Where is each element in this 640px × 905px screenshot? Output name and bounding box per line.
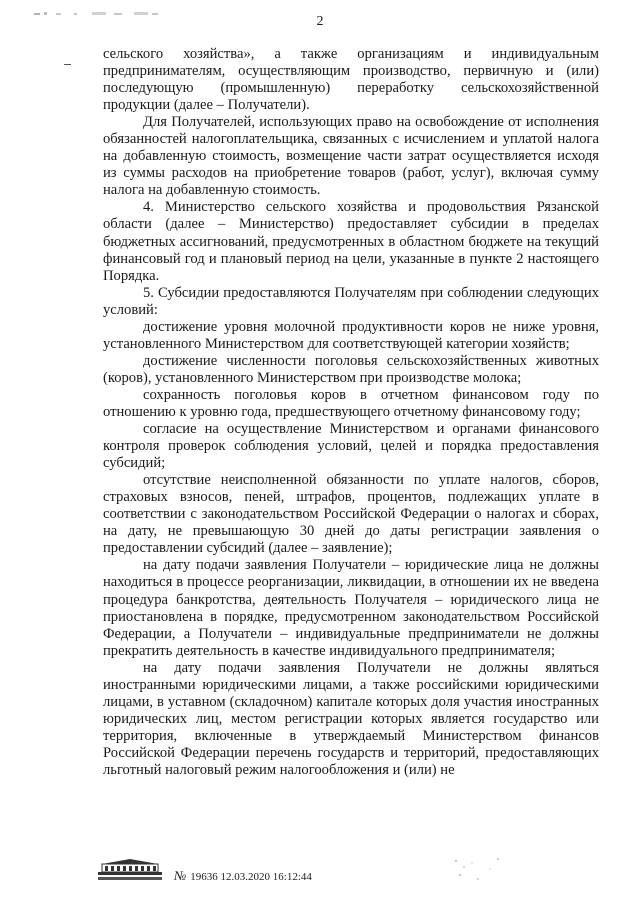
condition-no-tax-debt: отсутствие неисполненной обязанности по уплате налогов, сборов, страховых взносов, пеней, штрафов, процентов, подлежащих уплате в соответствии с законодательством Российской Федерации о налогах и сборах, на дату, не превышающую 30 дней до даты регистрации заявления о предоставлении субсидий (далее – заявление);: [103, 472, 599, 557]
registration-stamp: [174, 868, 312, 884]
paragraph-item-5: 5. Субсидии предоставляются Получателям при соблюдении следующих условий:: [103, 284, 599, 318]
condition-audit-consent: согласие на осуществление Министерством и органами финансового контроля проверок соблюдения условий, целей и порядка предоставления субсидий;: [103, 421, 599, 472]
condition-livestock-count: достижение численности поголовья сельскохозяйственных животных (коров), установленного Министерством при производстве молока;: [103, 352, 599, 386]
paragraph-item-4: 4. Министерство сельского хозяйства и продовольствия Рязанской области (далее – Министерство) предоставляет субсидии в пределах бюджетных ассигнований, предусмотренных в областном бюджете на текущий финансовый год и плановый период на цели, указанные в пункте 2 настоящего Порядка.: [103, 199, 599, 284]
number-sign: №: [174, 868, 187, 883]
document-footer: [96, 858, 496, 888]
margin-mark: [64, 64, 71, 65]
paragraph-vat-exemption: Для Получателей, использующих право на освобождение от исполнения обязанностей налогоплательщика, связанных с исчислением и уплатой налога на добавленную стоимость, возмещение части затрат осуществляется исходя из суммы расходов на приобретение товаров (работ, услуг), включая сумму налога на добавленную стоимость.: [103, 114, 599, 199]
condition-not-foreign-entity: на дату подачи заявления Получатели не должны являться иностранными юридическими лицами, а также российскими юридическими лицами, в уставном (складочном) капитале которых доля участия иностранных юридических лиц, местом регистрации которых является государство или территория, включенные в утверждаемый Министерством финансов Российской Федерации перечень государств и территорий, предоставляющих льготный налоговый режим налогообложения и (или) не: [103, 659, 599, 778]
page-number: 2: [316, 14, 324, 29]
registration-stamp-text: 19636 12.03.2020 16:12:44: [190, 871, 312, 883]
paragraph-continuation: сельского хозяйства», а также организациям и индивидуальным предпринимателям, осуществляющим производство, первичную и (или) последующую (промышленную) переработку сельскохозяйственной продукции (далее – Получатели).: [103, 46, 599, 114]
government-building-logo: [96, 858, 164, 882]
condition-herd-preservation: сохранность поголовья коров в отчетном финансовом году по отношению к уровню года, предшествующего отчетному финансовому году;: [103, 386, 599, 420]
condition-milk-productivity: достижение уровня молочной продуктивности коров не ниже уровня, установленного Министерством для соответствующей категории хозяйств;: [103, 318, 599, 352]
scan-speckles: [450, 855, 510, 885]
document-body: [103, 46, 599, 779]
condition-no-reorganization: на дату подачи заявления Получатели – юридические лица не должны находиться в процессе реорганизации, ликвидации, в отношении их не введена процедура банкротства, деятельность Получателя – юридического лица не приостановлена в порядке, предусмотренном законодательством Российской Федерации, а Получатели – индивидуальные предприниматели не должны прекратить деятельность в качестве индивидуального предпринимателя;: [103, 557, 599, 659]
